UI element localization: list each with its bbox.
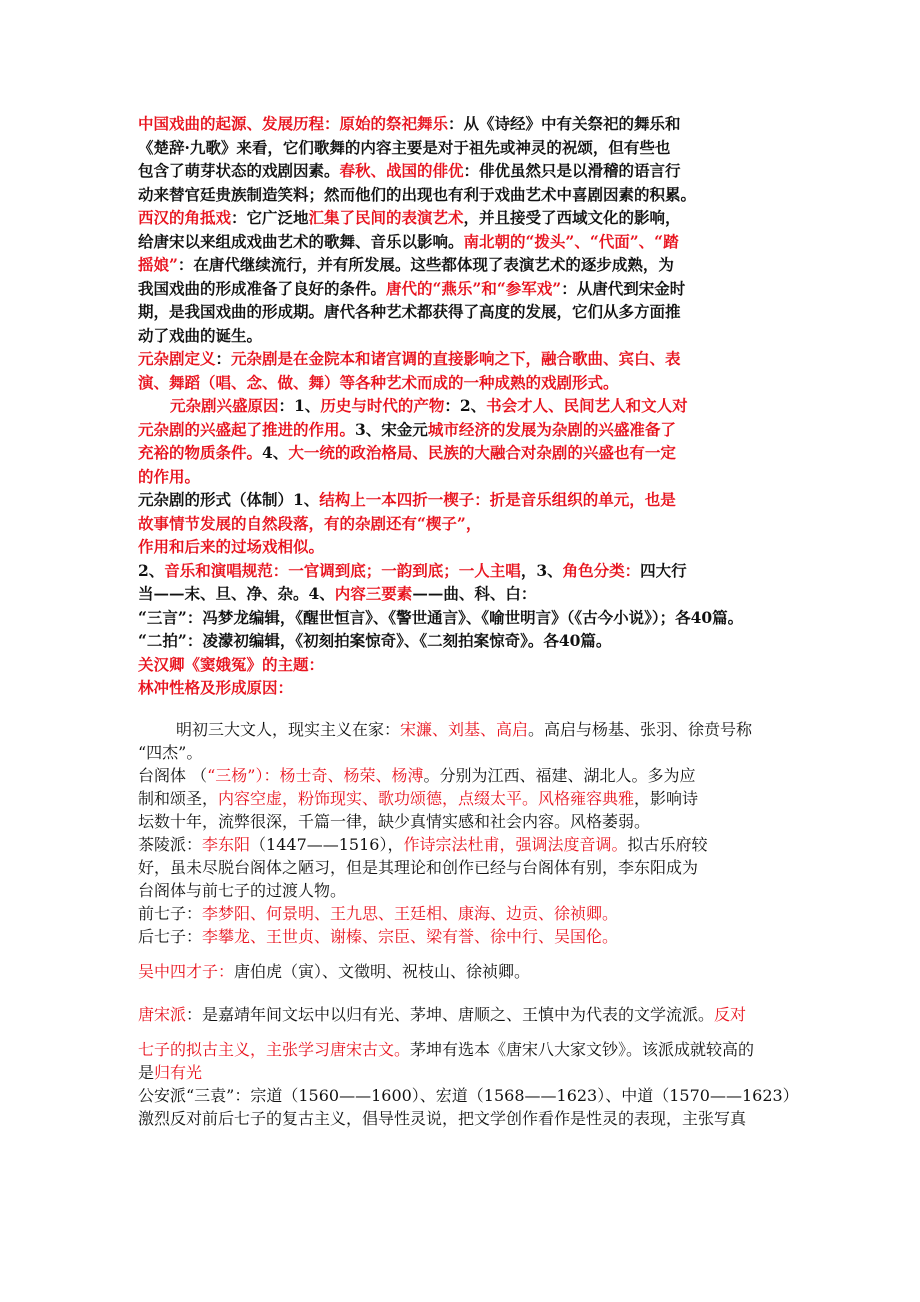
text-line: 台阁体 （“三杨”）：杨士奇、杨荣、杨溥。分别为江西、福建、湖北人。多为应 (138, 765, 696, 785)
text-line: 唐宋派：是嘉靖年间文坛中以归有光、茅坤、唐顺之、王慎中为代表的文学流派。反对 (138, 1004, 747, 1024)
text-line: 元杂剧定义：元杂剧是在金院本和诸宫调的直接影响之下，融合歌曲、宾白、表 (138, 349, 681, 368)
text-line: “四杰”。 (138, 742, 203, 762)
text-line: 坛数十年，流弊很深，千篇一律，缺少真情实感和社会内容。风格萎弱。 (138, 811, 651, 831)
text-line: 动了戏曲的诞生。 (138, 325, 263, 345)
text-line: 包含了萌芽状态的戏剧因素。春秋、战国的俳优：俳优虽然只是以滑稽的语言行 (138, 161, 681, 180)
text-line: 元杂剧的形式（体制）1、结构上一本四折一楔子：折是音乐组织的单元，也是 (138, 490, 676, 509)
text-line: 给唐宋以来组成戏曲艺术的歌舞、音乐以影响。南北朝的“拨头”、“代面”、“踏 (138, 231, 679, 251)
text-line: 作用和后来的过场戏相似。 (138, 537, 325, 556)
text-line: 《楚辞·九歌》来看，它们歌舞的内容主要是对于祖先或神灵的祝颂，但有些也 (138, 137, 671, 157)
text-line: “三言”：冯梦龙编辑，《醒世恒言》、《警世通言》、《喻世明言》（《古今小说》）；各40篇。 (138, 607, 744, 627)
blank-gap (138, 948, 854, 960)
document-page (138, 112, 854, 1130)
text-line: “二拍”：凌濛初编辑，《初刻拍案惊奇》、《二刻拍案惊奇》。各40篇。 (138, 631, 612, 650)
text-line: 故事情节发展的自然段落，有的杂剧还有“楔子”， (138, 513, 482, 533)
text-line: 元杂剧兴盛原因：1、历史与时代的产物：2、书会才人、民间艺人和文人对 (170, 396, 688, 415)
text-line: 制和颂圣，内容空虚，粉饰现实、歌功颂德，点缀太平。风格雍容典雅，影响诗 (138, 788, 699, 808)
text-line: 前七子：李梦阳、何景明、王九思、王廷相、康海、边贡、徐祯卿。 (138, 903, 619, 923)
text-line: 的作用。 (138, 466, 201, 486)
blank-gap (138, 983, 854, 1003)
text-line: 2、音乐和演唱规范：一官调到底；一韵到底；一人主唱，3、角色分类：四大行 (138, 560, 687, 580)
text-line: 后七子：李攀龙、王世贞、谢榛、宗臣、梁有誉、徐中行、吴国伦。 (138, 926, 619, 946)
text-line: 元杂剧的兴盛起了推进的作用。3、宋金元城市经济的发展为杂剧的兴盛准备了 (138, 419, 676, 439)
text-line: 公安派“三袁”：宗道（1560——1600）、宏道（1568——1623）、中道（1570——1623） (138, 1085, 799, 1105)
blank-gap (138, 1026, 854, 1038)
text-line: 好，虽未尽脱台阁体之陋习，但是其理论和创作已经与台阁体有别，李东阳成为 (138, 857, 699, 877)
text-line: 茶陵派：李东阳（1447——1516），作诗宗法杜甫，强调法度音调。拟古乐府较 (138, 834, 708, 854)
blank-gap (138, 700, 854, 718)
text-line: 摇娘”：在唐代继续流行，并有所发展。这些都体现了表演艺术的逐步成熟，为 (138, 255, 674, 274)
text-line: 我国戏曲的形成准备了良好的条件。唐代的“燕乐”和“参军戏”：从唐代到宋金时 (138, 278, 686, 298)
text-line: 林冲性格及形成原因： (138, 678, 294, 697)
text-line: 是归有光 (138, 1062, 203, 1082)
text-line: 吴中四才子：唐伯虎（寅）、文徵明、祝枝山、徐祯卿。 (138, 961, 531, 981)
text-line: 中国戏曲的起源、发展历程：原始的祭祀舞乐：从《诗经》中有关祭祀的舞乐和 (138, 114, 681, 133)
text-line: 演、舞蹈（唱、念、做、舞）等各种艺术而成的一种成熟的戏剧形式。 (138, 372, 619, 392)
text-line: 充裕的物质条件。4、大一统的政治格局、民族的大融合对杂剧的兴盛也有一定 (138, 443, 676, 462)
text-line: 动来替官廷贵族制造笑料；然而他们的出现也有利于戏曲艺术中喜剧因素的积累。 (138, 184, 697, 204)
text-line: 期，是我国戏曲的形成期。唐代各种艺术都获得了高度的发展，它们从多方面推 (138, 302, 681, 321)
text-line: 台阁体与前七子的过渡人物。 (138, 880, 347, 900)
text-line: 激烈反对前后七子的复古主义，倡导性灵说，把文学创作看作是性灵的表现，主张写真 (138, 1108, 747, 1128)
text-line: 西汉的角抵戏：它广泛地汇集了民间的表演艺术，并且接受了西域文化的影响， (138, 208, 681, 227)
text-line: 七子的拟古主义，主张学习唐宋古文。茅坤有选本《唐宋八大家文钞》。该派成就较高的 (138, 1039, 755, 1059)
text-line: 明初三大文人，现实主义在家：宋濂、刘基、高启。高启与杨基、张羽、徐贲号称 (176, 719, 753, 739)
text-line: 当——末、旦、净、杂。4、内容三要素——曲、科、白： (138, 584, 537, 603)
text-line: 关汉卿《窦娥冤》的主题： (138, 654, 325, 674)
